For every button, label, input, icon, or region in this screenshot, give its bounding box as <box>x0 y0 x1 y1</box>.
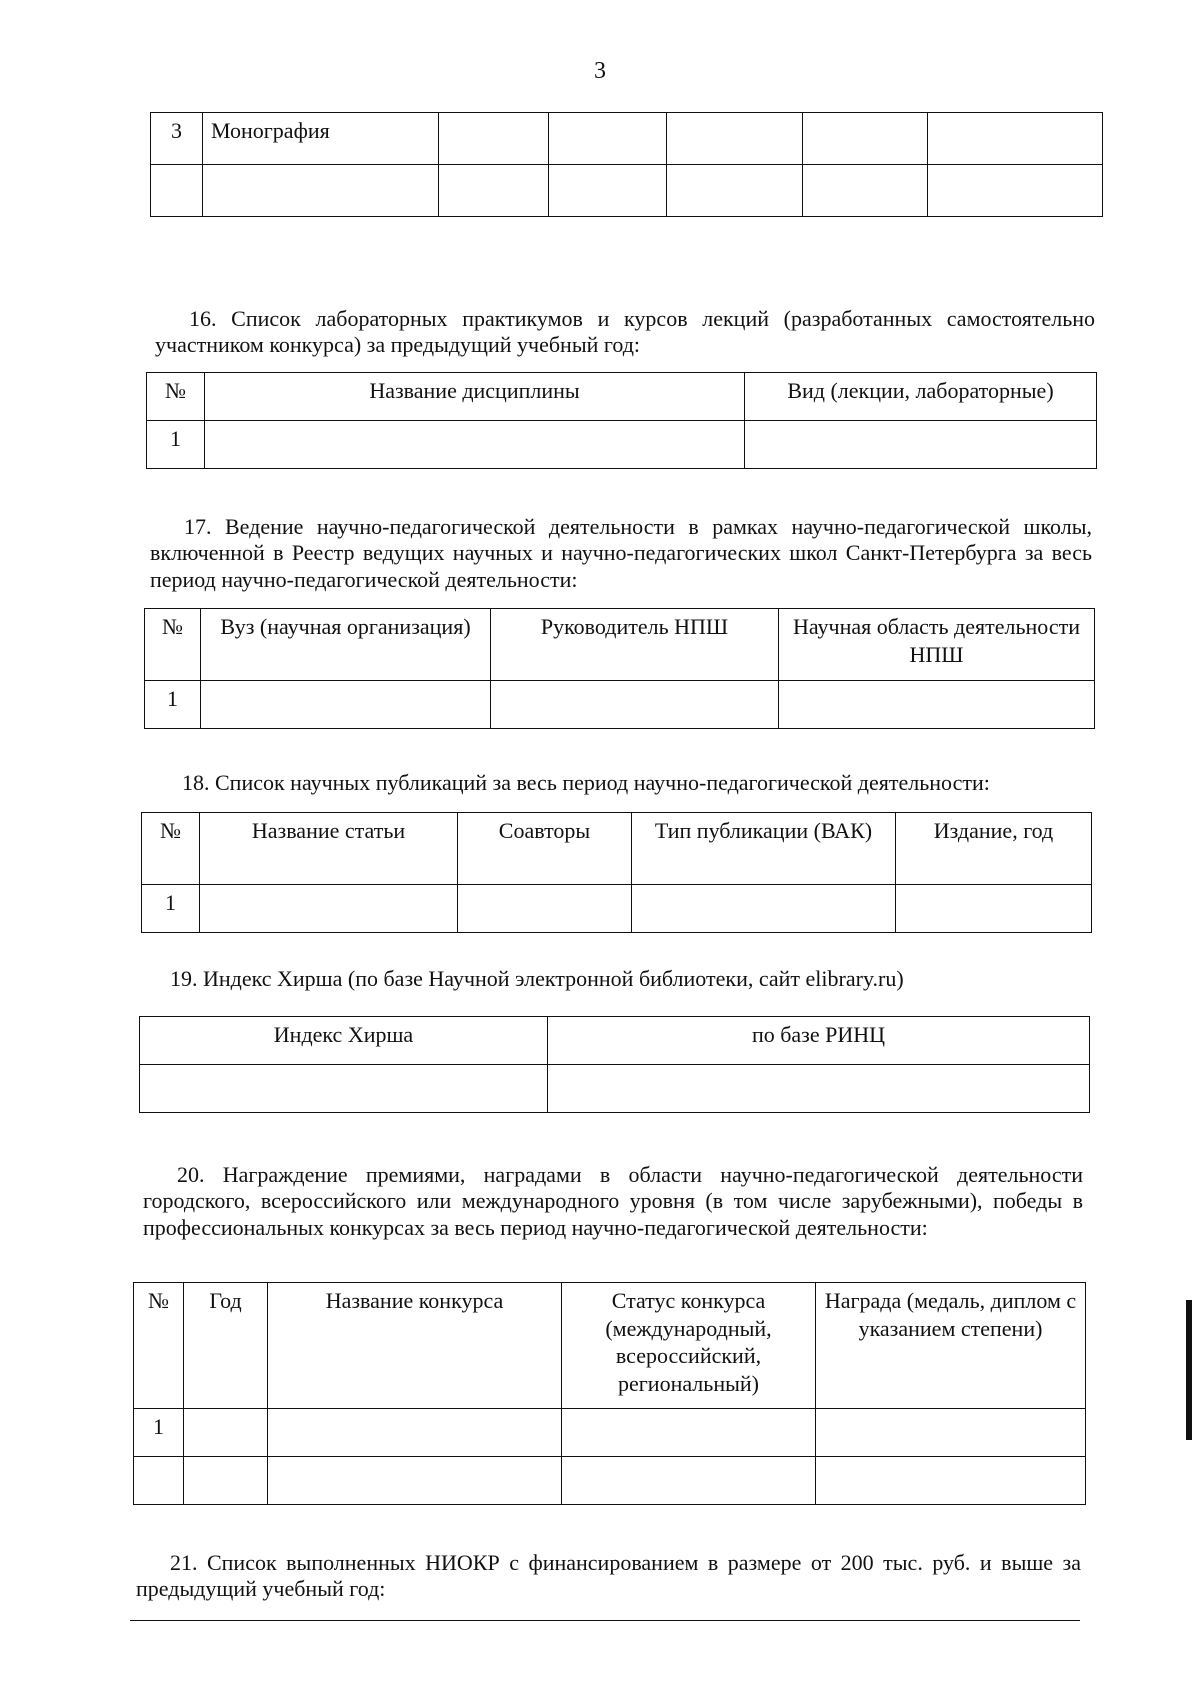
header-rinc-base: по базе РИНЦ <box>548 1017 1090 1065</box>
section-16-text: 16. Список лабораторных практикумов и курсов лекций (разработанных самостоятельно участником конкурса) за предыдущий учебный год: <box>155 306 1095 358</box>
header-number: № <box>145 609 201 681</box>
empty-cell <box>803 113 928 165</box>
empty-cell <box>928 113 1103 165</box>
empty-cell <box>201 681 491 729</box>
section-20-table <box>133 1282 1086 1505</box>
empty-cell <box>200 885 458 933</box>
header-article-title: Название статьи <box>200 813 458 885</box>
section-17-text: 17. Ведение научно-педагогической деятельности в рамках научно-педагогической школы, включенной в Реестр ведущих научных и научно-педагогических школ Санкт-Петербурга за весь период научно-педагогической деятельности: <box>150 514 1092 592</box>
empty-cell <box>548 1065 1090 1113</box>
page-number: 3 <box>594 58 606 84</box>
empty-cell <box>439 165 549 217</box>
section-20-text: 20. Награждение премиями, наградами в области научно-педагогической деятельности городского, всероссийского или международного уровня (в том числе зарубежными), победы в профессиональных конкурсах за весь период научно-педагогической деятельности: <box>143 1162 1083 1240</box>
empty-cell <box>491 681 779 729</box>
monographs-table <box>150 112 1103 217</box>
header-contest-name: Название конкурса <box>268 1283 562 1409</box>
header-coauthors: Соавторы <box>458 813 632 885</box>
empty-cell <box>632 885 896 933</box>
header-number: № <box>142 813 200 885</box>
section-16-table <box>146 372 1097 469</box>
empty-cell <box>458 885 632 933</box>
empty-cell <box>184 1409 268 1457</box>
empty-cell <box>803 165 928 217</box>
section-19-table <box>139 1016 1090 1113</box>
row-number: 1 <box>147 421 205 469</box>
header-type: Вид (лекции, лабораторные) <box>745 373 1097 421</box>
empty-cell <box>562 1409 816 1457</box>
header-number: № <box>134 1283 184 1409</box>
header-university: Вуз (научная организация) <box>201 609 491 681</box>
header-year: Год <box>184 1283 268 1409</box>
empty-cell <box>928 165 1103 217</box>
empty-cell <box>184 1457 268 1505</box>
empty-cell <box>439 113 549 165</box>
empty-cell <box>745 421 1097 469</box>
empty-cell <box>779 681 1095 729</box>
row-number: 1 <box>142 885 200 933</box>
empty-cell <box>203 165 439 217</box>
empty-cell <box>140 1065 548 1113</box>
empty-cell <box>667 165 803 217</box>
header-discipline-name: Название дисциплины <box>205 373 745 421</box>
header-school-head: Руководитель НПШ <box>491 609 779 681</box>
row-number: 1 <box>145 681 201 729</box>
empty-cell <box>896 885 1092 933</box>
header-publication-type: Тип публикации (ВАК) <box>632 813 896 885</box>
row-number: 1 <box>134 1409 184 1457</box>
empty-cell <box>268 1457 562 1505</box>
header-award: Награда (медаль, диплом с указанием степени) <box>816 1283 1086 1409</box>
section-18-text: 18. Список научных публикаций за весь период научно-педагогической деятельности: <box>182 770 990 795</box>
header-number: № <box>147 373 205 421</box>
empty-cell <box>816 1457 1086 1505</box>
empty-cell <box>151 165 203 217</box>
empty-cell <box>205 421 745 469</box>
section-19-text: 19. Индекс Хирша (по базе Научной электронной библиотеки, сайт elibrary.ru) <box>170 966 904 991</box>
empty-cell <box>667 113 803 165</box>
row-label-monograph: Монография <box>203 113 439 165</box>
header-hirsch-index: Индекс Хирша <box>140 1017 548 1065</box>
empty-cell <box>268 1409 562 1457</box>
row-number: 3 <box>151 113 203 165</box>
empty-cell <box>549 113 667 165</box>
section-18-table <box>141 812 1092 933</box>
header-contest-status: Статус конкурса (международный, всероссийский, региональный) <box>562 1283 816 1409</box>
header-school-field: Научная область деятельности НПШ <box>779 609 1095 681</box>
bottom-rule <box>130 1620 1080 1621</box>
empty-cell <box>562 1457 816 1505</box>
section-17-table <box>144 608 1095 729</box>
empty-cell <box>816 1409 1086 1457</box>
empty-cell <box>134 1457 184 1505</box>
section-21-text: 21. Список выполненных НИОКР с финансированием в размере от 200 тыс. руб. и выше за предыдущий учебный год: <box>136 1550 1081 1602</box>
scan-edge-mark <box>1186 1300 1192 1440</box>
empty-cell <box>549 165 667 217</box>
header-edition-year: Издание, год <box>896 813 1092 885</box>
